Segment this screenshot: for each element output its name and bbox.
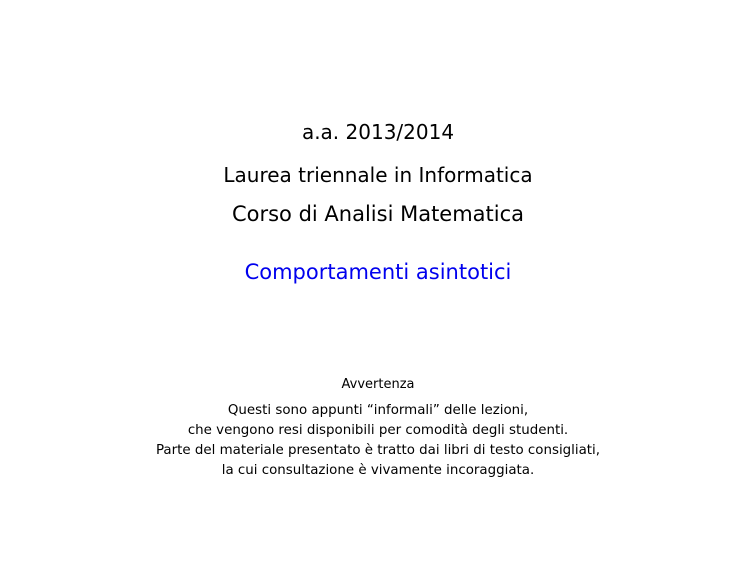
notice-line: Questi sono appunti “informali” delle lezioni, [227,403,529,418]
course-title: Corso di Analisi Matematica [231,202,525,226]
notice-line: Parte del materiale presentato è tratto dai libri di testo consigliati, [155,443,601,458]
notice-title: Avvertenza [341,377,415,392]
notice-line: che vengono resi disponibili per comodità degli studenti. [187,423,569,438]
notice-line: la cui consultazione è vivamente incoraggiata. [221,463,535,478]
academic-year: a.a. 2013/2014 [301,120,455,144]
topic-title: Comportamenti asintotici [244,260,512,284]
degree-program: Laurea triennale in Informatica [223,163,533,187]
